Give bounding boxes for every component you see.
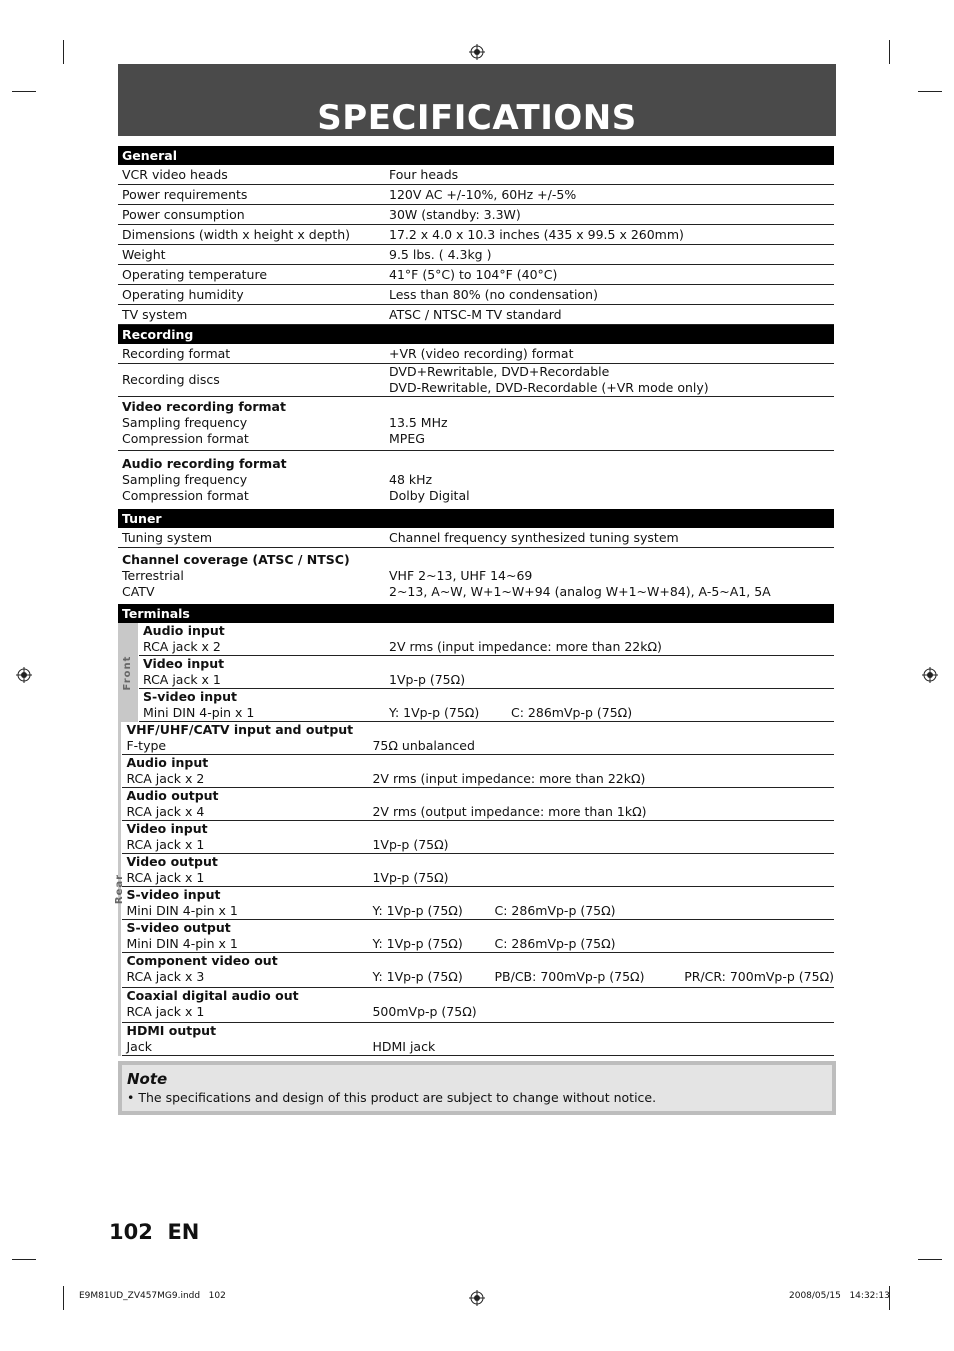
terminal-value: 1Vp-p (75Ω): [372, 870, 449, 885]
spec-row: [118, 364, 834, 397]
terminal-value: Y: 1Vp-p (75Ω) C: 286mVp-p (75Ω): [372, 936, 616, 951]
spec-value: Channel frequency synthesized tuning system: [389, 530, 679, 545]
spec-value: ATSC / NTSC-M TV standard: [389, 307, 562, 322]
front-label: Front: [122, 655, 133, 690]
spec-table: [113, 146, 834, 1056]
terminal-name: Video output: [126, 854, 218, 869]
spec-value: DVD+Rewritable, DVD+Recordable: [389, 364, 610, 379]
spec-value: DVD-Rewritable, DVD-Recordable (+VR mode only): [389, 380, 709, 395]
terminal-row: [122, 722, 834, 755]
spec-value: VHF 2~13, UHF 14~69: [389, 568, 533, 583]
terminal-row: [122, 788, 834, 821]
spec-label: Dimensions (width x height x depth): [122, 227, 351, 242]
spec-label: Operating humidity: [122, 287, 244, 302]
terminals-front-group: [118, 623, 834, 722]
terminal-row: [122, 821, 834, 854]
spec-group-heading: Channel coverage (ATSC / NTSC): [122, 552, 350, 567]
spec-label: Tuning system: [122, 530, 213, 545]
spec-row: [118, 245, 834, 265]
terminal-row: [122, 988, 834, 1023]
terminal-name: Audio input: [126, 755, 209, 770]
crop-mark: [12, 91, 36, 92]
spec-value: +VR (video recording) format: [389, 346, 574, 361]
terminal-name: Coaxial digital audio out: [126, 988, 299, 1003]
page-number: 102 EN: [109, 1220, 200, 1244]
terminal-value: 2V rms (output impedance: more than 1kΩ): [372, 804, 647, 819]
spec-value: 2~13, A~W, W+1~W+94 (analog W+1~W+84), A-5~A1, 5A: [389, 584, 771, 599]
spec-value: MPEG: [389, 431, 425, 446]
spec-value: 13.5 MHz: [389, 415, 448, 430]
terminal-connector: RCA jack x 2: [143, 639, 221, 654]
terminal-connector: F-type: [126, 738, 167, 753]
spec-label: Operating temperature: [122, 267, 268, 282]
terminal-row: [122, 854, 834, 887]
terminal-name: Audio input: [143, 623, 225, 638]
spec-label: Recording format: [122, 346, 231, 361]
spec-value: 9.5 lbs. ( 4.3kg ): [389, 247, 492, 262]
terminal-connector: RCA jack x 2: [126, 771, 205, 786]
terminal-row: [122, 755, 834, 788]
terminal-connector: RCA jack x 3: [126, 969, 205, 984]
spec-label: Recording discs: [122, 372, 220, 387]
terminal-name: S-video output: [126, 920, 231, 935]
spec-row: [118, 185, 834, 205]
terminal-row: [139, 623, 834, 656]
terminal-value: 2V rms (input impedance: more than 22kΩ): [389, 639, 662, 654]
rear-items: [121, 722, 834, 1056]
spec-row: [118, 305, 834, 325]
terminal-name: VHF/UHF/CATV input and output: [126, 722, 354, 737]
page-title: SPECIFICATIONS: [317, 98, 637, 138]
general-rows: [118, 165, 834, 325]
terminal-value: 75Ω unbalanced: [372, 738, 475, 753]
spec-group-heading: Video recording format: [122, 399, 286, 414]
terminal-name: Video input: [143, 656, 225, 671]
crop-mark: [63, 40, 64, 64]
spec-label: Power consumption: [122, 207, 245, 222]
crop-mark: [12, 1259, 36, 1260]
crop-mark: [889, 40, 890, 64]
terminal-row: [122, 887, 834, 920]
terminal-value: Y: 1Vp-p (75Ω) PB/CB: 700mVp-p (75Ω) PR/CR: 700mVp-p (75Ω): [372, 969, 834, 984]
terminal-value: Y: 1Vp-p (75Ω) C: 286mVp-p (75Ω): [372, 903, 616, 918]
terminal-connector: RCA jack x 1: [126, 870, 205, 885]
terminal-name: Video input: [126, 821, 208, 836]
rear-label: Rear: [113, 873, 125, 905]
spec-row: [118, 165, 834, 185]
terminal-row: [139, 656, 834, 689]
terminal-value: Y: 1Vp-p (75Ω) C: 286mVp-p (75Ω): [389, 705, 633, 720]
terminal-connector: RCA jack x 1: [126, 1004, 205, 1019]
registration-mark-icon: [469, 44, 485, 60]
title-bar: [118, 64, 836, 136]
front-items: [138, 623, 834, 722]
spec-row: [118, 397, 834, 451]
spec-value: Less than 80% (no condensation): [389, 287, 598, 302]
spec-label: Compression format: [122, 431, 249, 446]
terminal-value: 1Vp-p (75Ω): [372, 837, 449, 852]
terminal-value: HDMI jack: [372, 1039, 436, 1054]
spec-row: [118, 528, 834, 548]
terminal-row: [122, 953, 834, 988]
spec-row: [118, 548, 834, 604]
terminal-connector: RCA jack x 1: [143, 672, 221, 687]
terminals-rear-group: [113, 722, 834, 1056]
terminal-value: 1Vp-p (75Ω): [389, 672, 466, 687]
spec-row: [118, 285, 834, 305]
spec-label: Sampling frequency: [122, 415, 248, 430]
terminal-row: [122, 920, 834, 953]
registration-mark-icon: [922, 667, 938, 683]
spec-label: Sampling frequency: [122, 472, 248, 487]
spec-value: 30W (standby: 3.3W): [389, 207, 521, 222]
spec-label: Terrestrial: [122, 568, 184, 583]
terminal-name: Component video out: [126, 953, 278, 968]
spec-value: Dolby Digital: [389, 488, 470, 503]
front-side-label: [118, 623, 138, 722]
spec-row: [118, 225, 834, 245]
spec-label: VCR video heads: [122, 167, 228, 182]
terminal-row: [122, 1023, 834, 1056]
terminal-connector: RCA jack x 4: [126, 804, 205, 819]
terminal-name: HDMI output: [126, 1023, 217, 1038]
spec-group-heading: Audio recording format: [122, 456, 287, 471]
terminal-connector: Jack: [126, 1039, 152, 1054]
spec-row: [118, 344, 834, 364]
note-text: • The specifications and design of this product are subject to change without notice.: [127, 1090, 657, 1105]
registration-mark-icon: [469, 1290, 485, 1306]
footer-timestamp: 2008/05/15 14:32:13: [789, 1291, 890, 1301]
spec-value: 48 kHz: [389, 472, 433, 487]
terminal-name: S-video input: [143, 689, 237, 704]
registration-mark-icon: [16, 667, 32, 683]
footer-file-name: E9M81UD_ZV457MG9.indd 102: [79, 1291, 226, 1301]
spec-value: 17.2 x 4.0 x 10.3 inches (435 x 99.5 x 260mm): [389, 227, 684, 242]
crop-mark: [918, 1259, 942, 1260]
terminal-value: 2V rms (input impedance: more than 22kΩ): [372, 771, 646, 786]
spec-label: Weight: [122, 247, 166, 262]
terminal-name: S-video input: [126, 887, 221, 902]
section-header-terminals: Terminals: [118, 604, 834, 623]
rear-side-label: [113, 722, 125, 1056]
section-header-tuner: Tuner: [118, 509, 834, 528]
spec-label: TV system: [122, 307, 188, 322]
terminal-connector: Mini DIN 4-pin x 1: [126, 936, 238, 951]
spec-label: Compression format: [122, 488, 249, 503]
terminal-connector: Mini DIN 4-pin x 1: [143, 705, 255, 720]
spec-row: [118, 265, 834, 285]
spec-row: [118, 451, 834, 509]
spec-label: Power requirements: [122, 187, 248, 202]
terminal-connector: RCA jack x 1: [126, 837, 205, 852]
spec-label: CATV: [122, 584, 155, 599]
spec-value: 120V AC +/-10%, 60Hz +/-5%: [389, 187, 577, 202]
crop-mark: [918, 91, 942, 92]
terminal-value: 500mVp-p (75Ω): [372, 1004, 477, 1019]
terminal-row: [139, 689, 834, 722]
crop-mark: [63, 1286, 64, 1310]
terminal-name: Audio output: [126, 788, 219, 803]
note-title: Note: [127, 1070, 168, 1088]
spec-value: 41°F (5°C) to 104°F (40°C): [389, 267, 558, 282]
section-header-general: General: [118, 146, 834, 165]
spec-row: [118, 205, 834, 225]
terminal-connector: Mini DIN 4-pin x 1: [126, 903, 238, 918]
note-box: [118, 1061, 836, 1115]
spec-value: Four heads: [389, 167, 459, 182]
section-header-recording: Recording: [118, 325, 834, 344]
